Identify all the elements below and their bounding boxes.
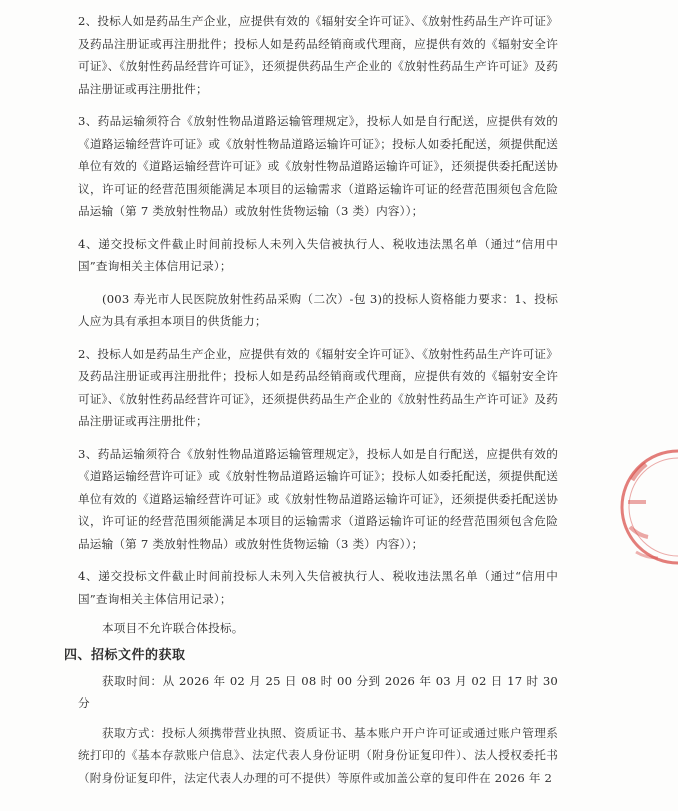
- joint-bid-note: 本项目不允许联合体投标。: [102, 621, 244, 635]
- paragraph-a-2: 2、投标人如是药品生产企业，应提供有效的《辐射安全许可证》、《放射性药品生产许可证》及药品注册证或再注册批件；投标人如是药品经销商或代理商，应提供有效的《辐射安全许可证》、《放射性药品经营许可证》，还须提供药品生产企业的《放射性药品生产许可证》及药品注册证或再注册批件；: [78, 14, 558, 96]
- acquire-time: 获取时间：从 2026 年 02 月 25 日 08 时 00 分到 2026 年 03 月 02 日 17 时 30 分: [78, 673, 558, 710]
- paragraph-a-3: 3、药品运输须符合《放射性物品道路运输管理规定》，投标人如是自行配送，应提供有效的《道路运输经营许可证》或《放射性物品道路运输许可证》；投标人如委托配送，须提供配送单位有效的《道路运输经营许可证》或《放射性物品道路运输许可证》，还须提供委托配送协议，许可证的经营范围须能满足本项目的运输需求（道路运输许可证的经营范围须包含危险品运输（第 7 类放射性物品）或放射性货物运输（3 类）内容））；: [78, 114, 558, 218]
- paragraph-b-3: 3、药品运输须符合《放射性物品道路运输管理规定》，投标人如是自行配送，应提供有效的《道路运输经营许可证》或《放射性物品道路运输许可证》；投标人如委托配送，须提供配送单位有效的《道路运输经营许可证》或《放射性物品道路运输许可证》，还须提供委托配送协议，许可证的经营范围须能满足本项目的运输需求（道路运输许可证的经营范围须包含危险品运输（第 7 类放射性物品）或放射性货物运输（3 类）内容））；: [78, 446, 558, 551]
- red-seal-stamp: [618, 432, 678, 582]
- paragraph-b-4: 4、递交投标文件截止时间前投标人未列入失信被执行人、税收违法黑名单（通过“信用中国”查询相关主体信用记录）；: [78, 569, 558, 606]
- lot-intro: (003 寿光市人民医院放射性药品采购（二次）-包 3)的投标人资格能力要求：1、投标人应为具有承担本项目的供货能力；: [78, 291, 558, 328]
- acquire-method: 获取方式：投标人须携带营业执照、资质证书、基本账户开户许可证或通过账户管理系统打印的《基本存款账户信息》、法定代表人身份证明（附身份证复印件）、法人授权委托书（附身份证复印件，法定代表人办理的可不提供）等原件或加盖公章的复印件在 2026 年 2: [78, 725, 558, 785]
- section-heading: 四、招标文件的获取: [64, 647, 186, 663]
- paragraph-a-4: 4、递交投标文件截止时间前投标人未列入失信被执行人、税收违法黑名单（通过“信用中国”查询相关主体信用记录）；: [78, 236, 558, 273]
- document-body: [64, 10, 558, 789]
- paragraph-b-2: 2、投标人如是药品生产企业，应提供有效的《辐射安全许可证》、《放射性药品生产许可证》及药品注册证或再注册批件；投标人如是药品经销商或代理商，应提供有效的《辐射安全许可证》、《放射性药品经营许可证》，还须提供药品生产企业的《放射性药品生产许可证》及药品注册证或再注册批件；: [78, 346, 558, 428]
